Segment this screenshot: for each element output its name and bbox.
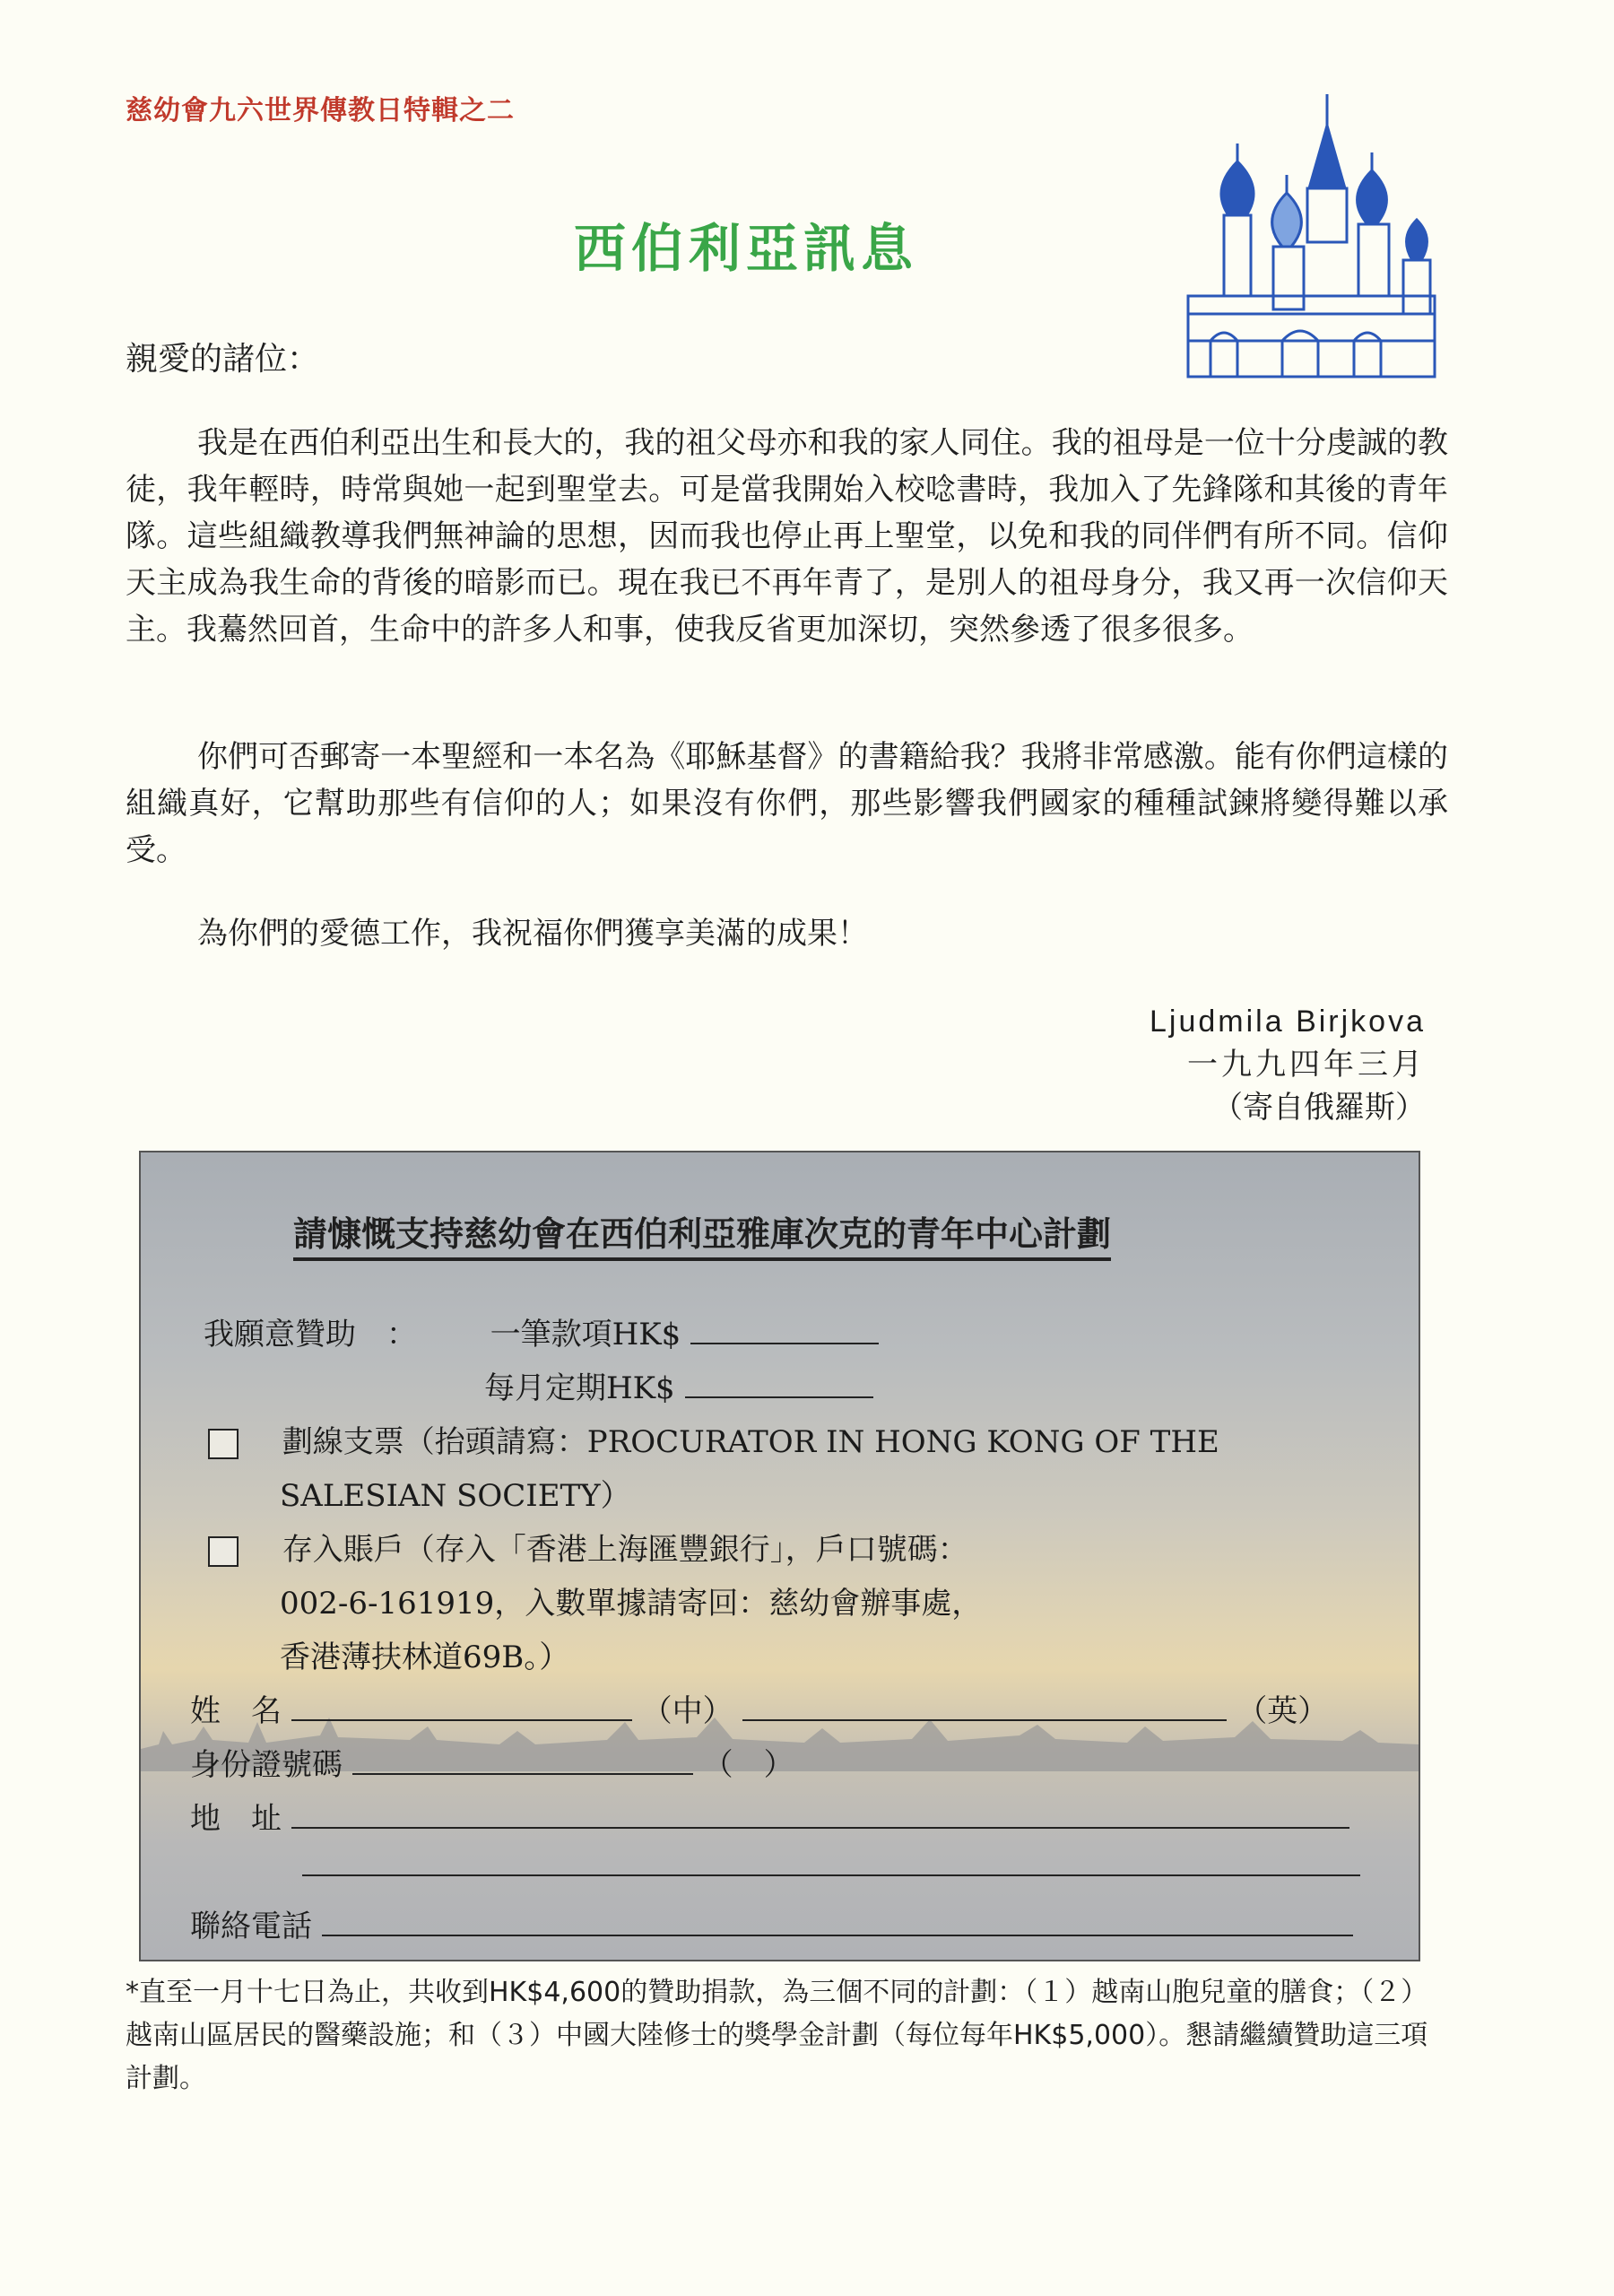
footnote: *直至一月十七日為止，共收到HK$4,600的贊助捐款，為三個不同的計劃：（１）越南山胞兒童的膳食；（２）越南山區居民的醫藥設施；和（３）中國大陸修士的獎學金計劃（每位每年HK$5,000）。懇請繼續贊助這三項計劃。 xyxy=(126,1977,1428,2094)
deposit-label-cont: 香港薄扶林道69B。） xyxy=(280,1639,570,1675)
deposit-label: 存入賬戶（存入「香港上海匯豐銀行」，戶口號碼： xyxy=(282,1532,968,1568)
donation-form xyxy=(139,1151,1420,1961)
signature-block xyxy=(1150,1000,1426,1129)
id-label: 身份證號碼 xyxy=(190,1747,343,1783)
phone-field[interactable] xyxy=(322,1908,1353,1936)
address-label: 地 址 xyxy=(190,1801,282,1837)
phone-label: 聯絡電話 xyxy=(190,1909,312,1944)
signature-date: 一九九四年三月 xyxy=(1187,1047,1426,1083)
deposit-checkbox[interactable] xyxy=(208,1536,239,1567)
cheque-label-cont: SALESIAN SOCIETY） xyxy=(280,1478,631,1514)
signature-name: Ljudmila Birjkova xyxy=(1150,1004,1426,1039)
lump-sum-label: 一筆款項HK$ xyxy=(490,1317,681,1352)
letter-paragraph: 我是在西伯利亞出生和長大的，我的祖父母亦和我的家人同住。我的祖母是一位十分虔誠的教徒，我年輕時，時常與她一起到聖堂去。可是當我開始入校唸書時，我加入了先鋒隊和其後的青年隊。這些組織教導我們無神論的思想，因而我也停止再上聖堂，以免和我的同伴們有所不同。信仰天主成為我生命的背後的暗影而已。現在我已不再年青了，是別人的祖母身分，我又再一次信仰天主。我驀然回首，生命中的許多人和事，使我反省更加深切，突然參透了很多很多。 xyxy=(126,425,1448,648)
monthly-field[interactable] xyxy=(685,1370,873,1398)
letter-paragraph: 你們可否郵寄一本聖經和一本名為《耶穌基督》的書籍給我？我將非常感激。能有你們這樣的組織真好，它幫助那些有信仰的人；如果沒有你們，那些影響我們國家的種種試鍊將變得難以承受。 xyxy=(126,739,1448,868)
lump-sum-field[interactable] xyxy=(690,1316,879,1344)
page-title: 西伯利亞訊息 xyxy=(574,218,919,279)
name-chinese-field[interactable] xyxy=(291,1692,632,1721)
donate-label: 我願意贊助 ： xyxy=(204,1317,417,1352)
address-field-line2[interactable] xyxy=(302,1848,1360,1876)
id-field[interactable] xyxy=(352,1746,693,1775)
monthly-label: 每月定期HK$ xyxy=(484,1370,675,1406)
chinese-label: （中） xyxy=(641,1693,733,1729)
name-english-field[interactable] xyxy=(742,1692,1227,1721)
cheque-checkbox[interactable] xyxy=(208,1429,239,1459)
address-field[interactable] xyxy=(291,1800,1349,1829)
series-label: 慈幼會九六世界傳教日特輯之二 xyxy=(126,95,515,126)
cheque-label: 劃線支票（抬頭請寫：PROCURATOR IN HONG KONG OF THE xyxy=(282,1424,1219,1460)
letter-paragraph: 為你們的愛德工作，我祝福你們獲享美滿的成果！ xyxy=(197,916,868,952)
cathedral-illustration-icon xyxy=(1175,90,1444,386)
name-label: 姓 名 xyxy=(190,1693,282,1729)
form-title: 請慷慨支持慈幼會在西伯利亞雅庫次克的青年中心計劃 xyxy=(293,1206,1111,1261)
salutation: 親愛的諸位： xyxy=(126,341,320,378)
deposit-label-cont: 002-6-161919，入數單據請寄回：慈幼會辦事處， xyxy=(280,1586,983,1622)
signature-origin: （寄自俄羅斯） xyxy=(1212,1090,1426,1126)
id-check-digit-field[interactable]: （ ） xyxy=(702,1747,794,1783)
english-label: （英） xyxy=(1237,1693,1329,1729)
